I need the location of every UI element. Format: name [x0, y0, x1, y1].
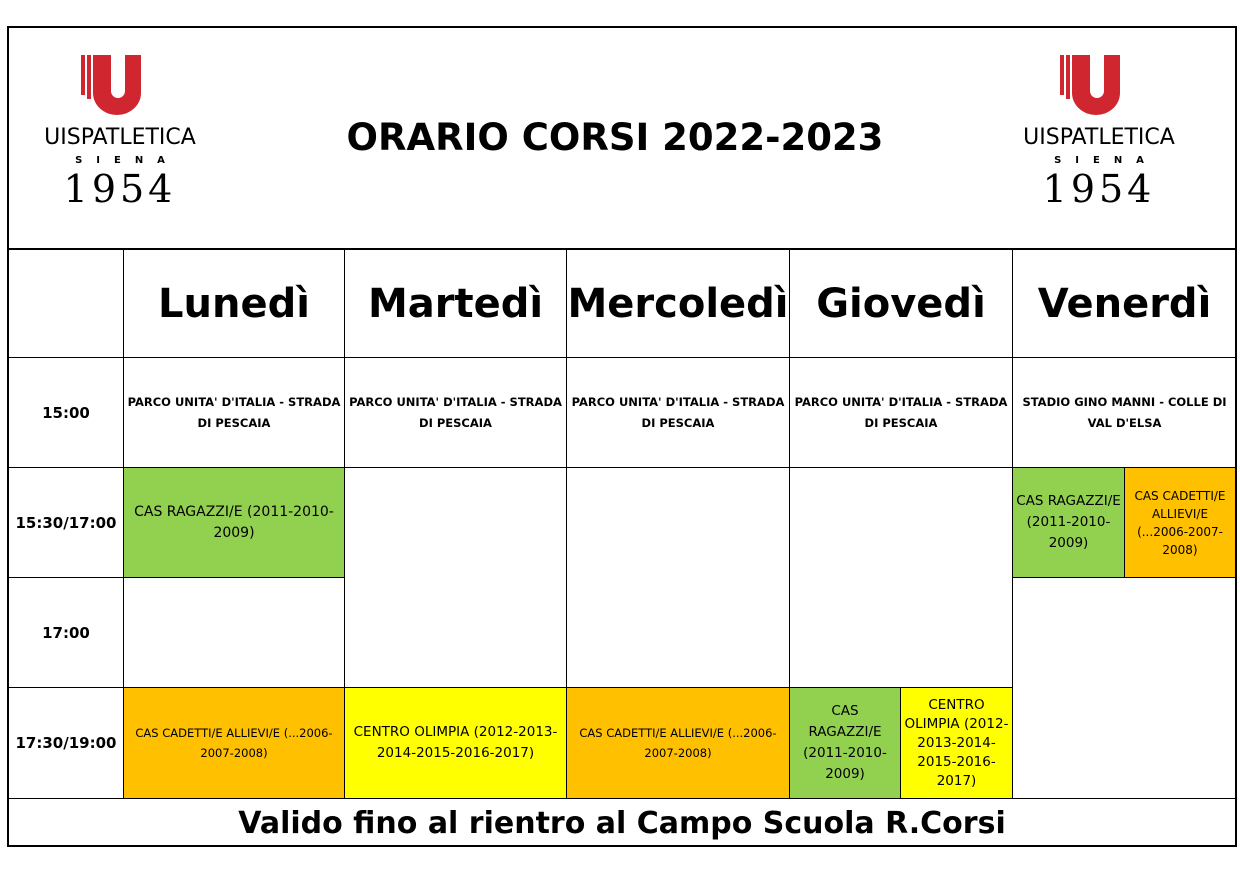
- location-mercoledi: PARCO UNITA' D'ITALIA - STRADA DI PESCAIA: [571, 395, 785, 430]
- page-title: ORARIO CORSI 2022-2023: [346, 116, 884, 159]
- course-martedi-1730: CENTRO OLIMPIA (2012-2013-2014-2015-2016-2017): [344, 687, 567, 799]
- time-label: 17:00: [42, 624, 90, 642]
- day-header-mercoledi: Mercoledì: [567, 281, 789, 327]
- logo-year: 1954: [63, 167, 177, 211]
- logo-brand: UISPATLETICA: [1023, 125, 1175, 150]
- logo-city: SIENA: [75, 155, 179, 166]
- course-mercoledi-1730: CAS CADETTI/E ALLIEVI/E (...2006-2007-2008): [566, 687, 790, 799]
- uisp-u-icon: [1060, 55, 1134, 115]
- location-martedi: PARCO UNITA' D'ITALIA - STRADA DI PESCAIA: [349, 395, 562, 430]
- course-lunedi-1730: CAS CADETTI/E ALLIEVI/E (...2006-2007-2008): [123, 687, 345, 799]
- location-lunedi: PARCO UNITA' D'ITALIA - STRADA DI PESCAIA: [127, 395, 341, 430]
- uisp-u-icon: [81, 55, 155, 115]
- logo-brand: UISPATLETICA: [44, 125, 196, 150]
- day-header-venerdi: Venerdì: [1037, 281, 1212, 327]
- time-label: 17:30/19:00: [15, 734, 117, 752]
- course-giovedi-1730-ragazzi: CAS RAGAZZI/E (2011-2010-2009): [789, 687, 901, 799]
- location-giovedi: PARCO UNITA' D'ITALIA - STRADA DI PESCAIA: [794, 395, 1008, 430]
- logo-right: [1004, 55, 1194, 215]
- logo-city: SIENA: [1054, 155, 1158, 166]
- course-venerdi-1530-ragazzi: CAS RAGAZZI/E (2011-2010-2009): [1012, 467, 1125, 578]
- course-giovedi-1730-olimpia: CENTRO OLIMPIA (2012-2013-2014-2015-2016-2017): [900, 687, 1013, 799]
- day-header-martedi: Martedì: [367, 281, 544, 327]
- time-label: 15:30/17:00: [15, 514, 117, 532]
- time-label: 15:00: [42, 404, 90, 422]
- day-header-lunedi: Lunedì: [158, 281, 310, 327]
- course-lunedi-1530: CAS RAGAZZI/E (2011-2010-2009): [123, 467, 345, 578]
- day-header-giovedi: Giovedì: [816, 281, 986, 327]
- location-venerdi: STADIO GINO MANNI - COLLE DI VAL D'ELSA: [1022, 395, 1227, 430]
- logo-left: [25, 55, 215, 215]
- logo-year: 1954: [1042, 167, 1156, 211]
- footer-note: Valido fino al rientro al Campo Scuola R.Corsi: [238, 805, 1006, 841]
- course-venerdi-1530-cadetti: CAS CADETTI/E ALLIEVI/E (...2006-2007-2008): [1124, 467, 1236, 578]
